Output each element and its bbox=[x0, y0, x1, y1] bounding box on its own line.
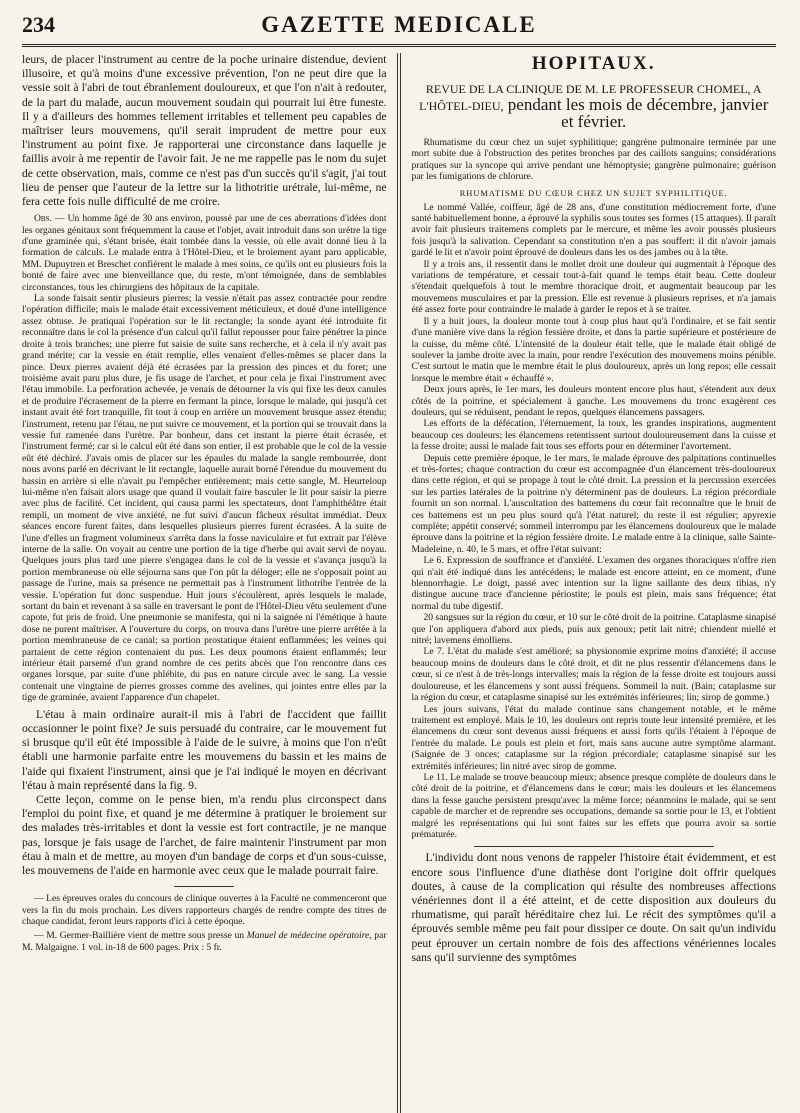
case-paragraph: Le nommé Vallée, coiffeur, âgé de 28 ans, d'une constitution médiocrement forte, d'une santé habituellement bonne, a éprouvé la syphilis sous toutes ses formes (15 attaques). Il paraît avoir fait plusieurs traitemens complets par le mercure, et même les avoir poussés plusieurs fois jusqu'à la salivation. Cependant sa constitution n'en a pas souffert: il dit n'avoir jamais gardé le lit et n'avoir point éprouvé de douleurs dans les os des jambes ou à la tête. bbox=[411, 201, 776, 259]
news-item bbox=[22, 930, 387, 953]
masthead bbox=[22, 10, 776, 47]
section-subheading bbox=[411, 81, 776, 131]
case-paragraph: Le 6. Expression de souffrance et d'anxiété. L'examen des organes thoraciques n'offre rien qui n'ait été indiqué dans les antécédens; le malade est encore atteint, en ce moment, d'une blennorrhagie. Le doigt, passé avec intention sur la ligne saillante des deux tibias, n'y distingue aucune trace d'ancienne périostite; le pouls est plein, mais sans fréquence; état normal du tube digestif. bbox=[411, 555, 776, 612]
right-column bbox=[401, 53, 776, 1113]
case-paragraph: Depuis cette première époque, le 1er mars, le malade éprouve des palpitations continuelles et très-fortes; chaque contraction du cœur est accompagnée d'un élancement très-douloureux dans cette région, et qui se propage à tout le côté droit. La pression et la percussion exercées sur les parties latérales de la poitrine n'y déterminent pas de douleurs. La région précordiale fournit un son normal. L'auscultation des battemens du cœur fait reconnaître que le bruit de ces battemens est un peu plus sourd qu'à l'état naturel; du reste il est régulier; apyrexie complète; appétit conservé; sommeil interrompu par les élancemens douloureux que le malade éprouve dans la poitrine et la région fessière droite. Le malade entre à la clinique, salle Sainte-Madeleine, n. 40, le 5 mars, et offre l'état suivant: bbox=[411, 452, 776, 555]
book-title: Manuel de médecine opératoire bbox=[246, 930, 370, 942]
paragraph: L'individu dont nous venons de rappeler l'histoire était évidemment, et est encore sous l'influence d'une diathèse dont l'origine doit offrir quelques doutes, à cause de la complication qui résulte des nombreuses affections vénériennes dont il a été atteint, et de cette disposition aux douleurs du rhumatisme, qui paraît héréditaire chez lui. Le récit des symptômes qu'il a éprouvés semble même peu fait pour dissiper ce doute. On sait qu'un individu peut éprouver un certain nombre de fois des affections vénériennes locales sans qu'il survienne des symptômes bbox=[411, 851, 776, 964]
case-paragraph: Il y a huit jours, la douleur monte tout à coup plus haut qu'à l'ordinaire, et se fait sentir d'une manière vive dans la région fessière droite, et dans la partie supérieure et postérieure de la cuisse, du même côté. L'intensité de la douleur était telle, que le malade était obligé de soulever la jambe droite avec la main, pour rendre l'exécution des mouvemens moins pénible. C'est surtout le matin que le membre était le plus douloureux, après un long repos; elle cessait lorsque le membre était « échauffé ». bbox=[411, 315, 776, 384]
case-paragraph: Les efforts de la défécation, l'éternuement, la toux, les grandes inspirations, augmentent beaucoup ces douleurs; les élancemens retentissent surtout douloureusement dans la cuisse et la fesse droite; aussi le malade fait tous ses efforts pour en déterminer l'avortement. bbox=[411, 418, 776, 453]
separator bbox=[474, 846, 714, 847]
case-paragraph: Il y a trois ans, il ressentit dans le mollet droit une douleur qui augmentait à l'époque des variations de température, et cessait tout-à-fait quand le temps était beau. Cette douleur s'étendait quelquefois à tout le membre thoracique droit, et augmentait beaucoup par les mouvemens musculaires et par la pression. Elle est revenue à plusieurs reprises, et n'a jamais été assez forte pour contraindre le malade à garder le repos et à se traiter. bbox=[411, 258, 776, 316]
observation-label: Obs. bbox=[34, 213, 52, 225]
paragraph: leurs, de placer l'instrument au centre de la poche urinaire distendue, devient illusoire, et qu'à moins d'une excessive prévention, l'on ne peut dire que la vessie soit à l'abri de tout ébranlement douloureux, et que l'on n'ait à redouter, de la part du malade, aucun mouvement soudain qui pourrait lui être funeste. Il y a d'ailleurs des hommes tellement irritables et tellement peu capables de maîtriser leurs mouvemens, qu'il serait imprudent de mettre pour eux l'instrument au point fixe. Je rapporterai une circonstance dans laquelle je faillis avoir à me repentir de l'avoir fait. Je ne me rappelle pas le nom du sujet de cette observation, mais, comme ce n'est pas d'un succès qu'il s'agit, j'ai tout lieu de penser que l'auteur de la lettre sur la lithotritie urétrale, lui-même, ne fera cette fois nulle difficulté de me croire. bbox=[22, 53, 387, 209]
summary: Rhumatisme du cœur chez un sujet syphilitique; gangrène pulmonaire terminée par une mort subite due à l'obstruction des petites bronches par des caillots sanguins; considérations pratiques sur la syncope qui arrive pendant une hémoptysie; gangrène pulmonaire; guérison par les fumigations de chlorure. bbox=[411, 137, 776, 183]
news-text: — M. Germer-Baillière vient de mettre sous presse un bbox=[34, 930, 247, 942]
journal-title: GAZETTE MEDICALE bbox=[261, 12, 537, 37]
paragraph: L'étau à main ordinaire aurait-il mis à l'abri de l'accident que faillit occasionner le point fixe? Je suis persuadé du contraire, car le mouvement fut si brusque qu'il eût été impossible à l'aide de le suivre, à moins que l'on n'eût établi une harmonie parfaite entre les mouvemens du bassin et les mains de l'aide qui fixaient l'instrument, ainsi que je l'ai indiqué le moyen en décrivant l'étau à main représenté dans la fig. 9. bbox=[22, 707, 387, 792]
paragraph: Cette leçon, comme on le pense bien, m'a rendu plus circonspect dans l'emploi du point fixe, et quand je me détermine à pratiquer le broiement sur des malades très-irritables et dont la vessie est fort contractile, je ne manque pas, lorsque je fais usage de l'archet, de faire maintenir l'instrument par mon étau à main et de mettre, au moyen d'un bandage de corps et d'un sous-cuisse, les mouvemens de l'aide en harmonie avec ceux que le malade pourrait faire. bbox=[22, 792, 387, 877]
case-paragraph: Le 7. L'état du malade s'est amélioré; sa physionomie exprime moins d'anxiété; il accuse beaucoup moins de douleurs dans le côté droit, et dit ne plus ressentir d'élancemens dans le cœur, si ce n'est à de très-longs intervalles; mais la région de la fesse droite est toujours aussi douloureuse, et les élancemens y sont aussi fréquens. Sommeil la nuit. (Bain; cataplasme sur la région du cœur, et cataplasme sinapisé sur les extrémités inférieures; lin; sirop de gomme.) bbox=[411, 646, 776, 704]
observation-paragraph bbox=[22, 213, 387, 293]
section-heading: HOPITAUX. bbox=[531, 53, 656, 74]
columns bbox=[22, 53, 776, 1113]
news-item: — Les épreuves orales du concours de clinique ouvertes à la Faculté ne commenceront que vers la fin du mois prochain. Les divers rapporteurs chargés de rendre compte des titres de chaque candidat, feront leurs rapports d'ici à cette époque. bbox=[22, 893, 387, 927]
page-number: 234 bbox=[22, 12, 55, 37]
case-paragraph: 20 sangsues sur la région du cœur, et 10 sur le côté droit de la poitrine. Cataplasme sinapisé que l'on appliquera d'abord aux pieds, puis aux genoux; petit lait nitré; chiendent miellé et nitré; lavemens émolliens. bbox=[411, 612, 776, 647]
case-paragraph: Le 11. Le malade se trouve beaucoup mieux; absence presque complète de douleurs dans le côté droit de la poitrine, et d'élancemens dans le cœur; mais les douleurs et les élancemens dans la fesse gauche persistent presqu'avec la même force; néanmoins le malade, qui se sent capable de marcher et de reprendre ses occupations, demande sa sortie pour le 13, et l'obtient malgré les représentations qui lui sont faites sur les effets que pourra avoir sa sortie prématurée. bbox=[411, 771, 776, 840]
subheading-text: REVUE DE LA CLINIQUE DE M. LE PROFESSEUR CHOMEL, A L'HÔTEL-DIEU, bbox=[419, 82, 762, 113]
case-paragraph: Les jours suivans, l'état du malade continue sans changement notable, et le même traitement est employé. Mais le 10, les douleurs ont repris toute leur intensité première, et les élancemens du cœur sont devenus aussi fréquens et aussi forts qu'ils l'étaient à l'époque de l'entrée du malade. Le pouls est plein et fort, mais sans aucune autre symptôme alarmant. (Saignée de 3 onces; cataplasme sur la région précordiale; cataplasme sinapisé sur les extrémités inférieures; lin nitré avec sirop de gomme. bbox=[411, 703, 776, 772]
case-paragraph: Deux jours après, le 1er mars, les douleurs montent encore plus haut, s'étendent aux deux côtés de la poitrine, et spécialement à gauche. Les mouvemens du tronc exagèrent ces douleurs, qui se réduisent, pendant le repos, quelques élancemens passagers. bbox=[411, 384, 776, 418]
news-text: , par M. Malgaigne. 1 vol. in-18 de 600 pages. Prix : 5 fr. bbox=[22, 930, 387, 953]
case-title: RHUMATISME DU CŒUR CHEZ UN SUJET SYPHILITIQUE. bbox=[459, 188, 728, 198]
separator bbox=[174, 886, 234, 887]
left-column bbox=[22, 53, 397, 1113]
observation-text: — Un homme âgé de 30 ans environ, poussé par une de ces aberrations d'idées dont les organes génitaux sont fréquemment la cause et l'objet, avait introduit dans son urètre la tige d'une graminée qui, s'étant brisée, était tombée dans la vessie, où elle avait donné lieu à la formation de calculs. Le malade entra à l'Hôtel-Dieu, et le broiement ayant paru applicable, MM. Dupuytren et Breschet confièrent le malade à mes soins, ce qu'ils ont eu plusieurs fois la bonté de faire avec une bienveillance que, du reste, m'ont témoignée, dans de semblables circonstances, tous les chirurgiens des hôpitaux de la capitale. bbox=[22, 213, 387, 293]
paragraph: La sonde faisait sentir plusieurs pierres; la vessie n'était pas assez contractée pour rendre l'opération difficile; mais le malade était excessivement méticuleux, et doué d'une intelligence assez obtuse. Je pratiquai l'opération sur le lit rectangle; la sonde ayant été introduite fit reconnaître dans le col la présence d'un calcul qu'il fallut repousser pour faire pénétrer la pince droite à trois branches; une pierre fut saisie de suite sans recherche, et à cela il n'y avait pas grand mérite; car la vessie en était remplie, elles venaient d'elles-mêmes se placer dans la pince. Deux pierres avaient déjà été écrasées par la pression des pinces et du foret; une troisième avait paru plus dure, je fis usage de l'archet, et pour cela je fixai l'instrument avec l'étau immobile. La perforation achevée, je venais de détourner la vis qui fixe les deux canules et de produire l'écrasement de la pierre en fermant la pince, lorsque le malade, qui jusqu'à cet instant avait été fort tranquille, fit tout à coup en arrière un mouvement brusque assez étendu; l'instrument, retenu par l'étau, ne put suivre ce mouvement, et la portion qui se trouvait dans la vessie fut ramenée dans l'urètre. Par bonheur, dans cet instant la pierre était écrasée, et l'instrument fermé; car si le calcul eût été dans son entier, il est probable que le col de la vessie eût été déchiré. J'avais omis de placer sur les épaules du malade la sangle rembourrée, dont nous avons parlé en décrivant le lit rectangle, laquelle aurait borné l'étendue du mouvement du bassin en arrière si elle n'avait pu l'empêcher entièrement; mais cette sangle, M. Heurteloup lui-même n'en faisait alors usage que quand il voulait faire basculer le lit pour saisir la pierre avec plus de facilité. Cet incident, qui causa parmi les spectateurs, dont l'amphithéâtre était rempli, un moment de vive anxiété, ne fut suivi d'aucun fâcheux résultat immédiat. Deux séances encore furent faites, dans lesquelles plusieurs pierres furent écrasées. A la suite de l'une d'elles un fragment volumineux s'arrêta dans la fosse naviculaire et fut extrait par l'élève interne de la salle. On voyait au centre une portion de la tige d'herbe qui avait servi de noyau. Quelques jours plus tard une pierre s'engagea dans le col de la vessie et s'avança jusqu'à la portion membraneuse où elle séjourna sans que l'on pût la déloger; elle ne s'opposait point au passage de l'urine, mais sa présence ne permettait pas à l'instrument lithotribe l'entrée de la vessie. L'opération fut donc suspendue. Huit jours s'écoulèrent, après lesquels le malade, sortant du bain et revenant à sa salle en traversant le pont de l'Hôtel-Dieu vêtu seulement d'une capote, fut pris de froid. Une pneumonie se manifesta, qui ni la saignée ni l'émétique à haute dose ne purent maîtriser. A l'ouverture du corps, on trouva dans l'urètre une pierre arrêtée à la portion membraneuse de ce canal; sa portion prostatique étaient enflammées; les veines qui partaient de cette région contenaient du pus. Les deux poumons étaient enflammés; leur intérieur était parsemé d'un grand nombre de ces petits abcès que l'on rencontre dans ces organes lorsque, par suite d'une phlébite, du pus en nature circule avec le sang. La vessie contenait une vingtaine de pierres grosses comme des avelines, qui jointes entre elles par la tige de graminée, avaient l'apparence d'un chapelet. bbox=[22, 293, 387, 704]
subheading-dates: pendant les mois de décembre, janvier et février. bbox=[503, 95, 769, 131]
